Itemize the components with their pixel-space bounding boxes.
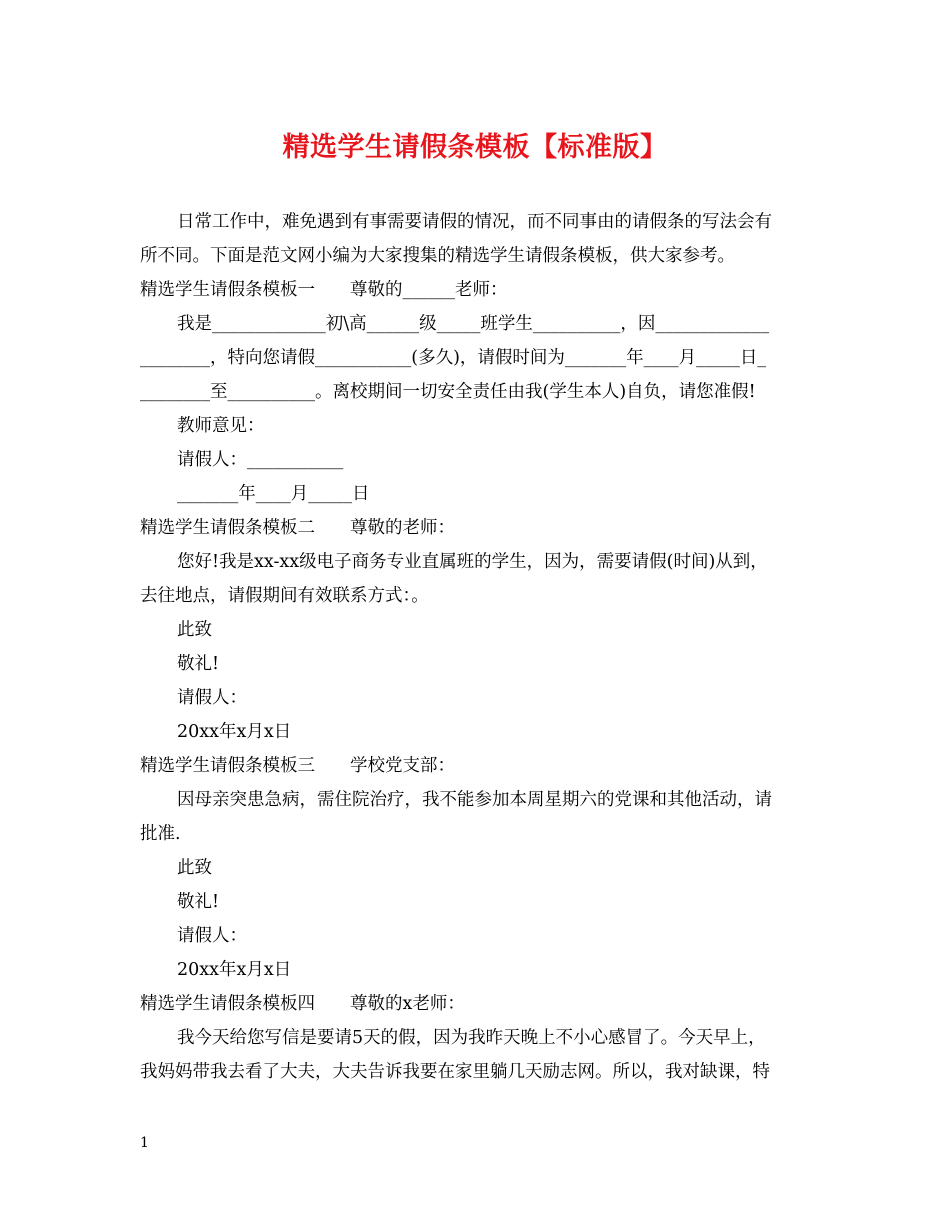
text-line: 所不同。下面是范文网小编为大家搜集的精选学生请假条模板，供大家参考。 <box>140 246 735 266</box>
text-line: 20xx年x月x日 <box>177 960 292 980</box>
text-line: 敬礼! <box>177 654 220 674</box>
document-title: 精选学生请假条模板【标准版】 <box>282 132 668 163</box>
text-line: 您好!我是xx-xx级电子商务专业直属班的学生，因为，需要请假(时间)从到， <box>177 552 768 572</box>
text-line: 请假人： <box>177 688 247 708</box>
text-line: 精选学生请假条模板一 尊敬的______老师： <box>140 280 508 300</box>
text-line: 请假人：___________ <box>177 450 344 470</box>
text-line: 敬礼! <box>177 892 220 912</box>
text-line: 请假人： <box>177 926 247 946</box>
page-number: 1 <box>140 1135 149 1151</box>
text-line: 我妈妈带我去看了大夫，大夫告诉我要在家里躺几天励志网。所以，我对缺课，特 <box>140 1062 770 1082</box>
document-body <box>140 205 820 1089</box>
text-line: ________至__________。离校期间一切安全责任由我(学生本人)自负，请您准假! <box>140 382 756 402</box>
text-line: 我今天给您写信是要请5天的假，因为我昨天晚上不小心感冒了。今天早上， <box>177 1028 766 1048</box>
text-line: 20xx年x月x日 <box>177 722 292 742</box>
text-line: _______年____月_____日 <box>177 484 370 504</box>
text-line: 精选学生请假条模板四 尊敬的x老师： <box>140 994 465 1014</box>
text-line: 因母亲突患急病，需住院治疗，我不能参加本周星期六的党课和其他活动，请 <box>177 790 772 810</box>
text-line: 我是_____________初\高______级_____班学生__________，因_____________ <box>177 314 770 334</box>
text-line: 精选学生请假条模板三 学校党支部： <box>140 756 455 776</box>
text-line: 教师意见： <box>177 416 265 436</box>
text-line: 此致 <box>177 620 212 640</box>
text-line: 此致 <box>177 858 212 878</box>
text-line: 批准. <box>140 824 181 844</box>
text-line: 日常工作中，难免遇到有事需要请假的情况，而不同事由的请假条的写法会有 <box>177 212 772 232</box>
text-line: ________，特向您请假___________(多久)，请假时间为_______年____月_____日_ <box>140 348 767 368</box>
text-line: 去往地点，请假期间有效联系方式：。 <box>140 586 429 606</box>
text-line: 精选学生请假条模板二 尊敬的老师： <box>140 518 455 538</box>
